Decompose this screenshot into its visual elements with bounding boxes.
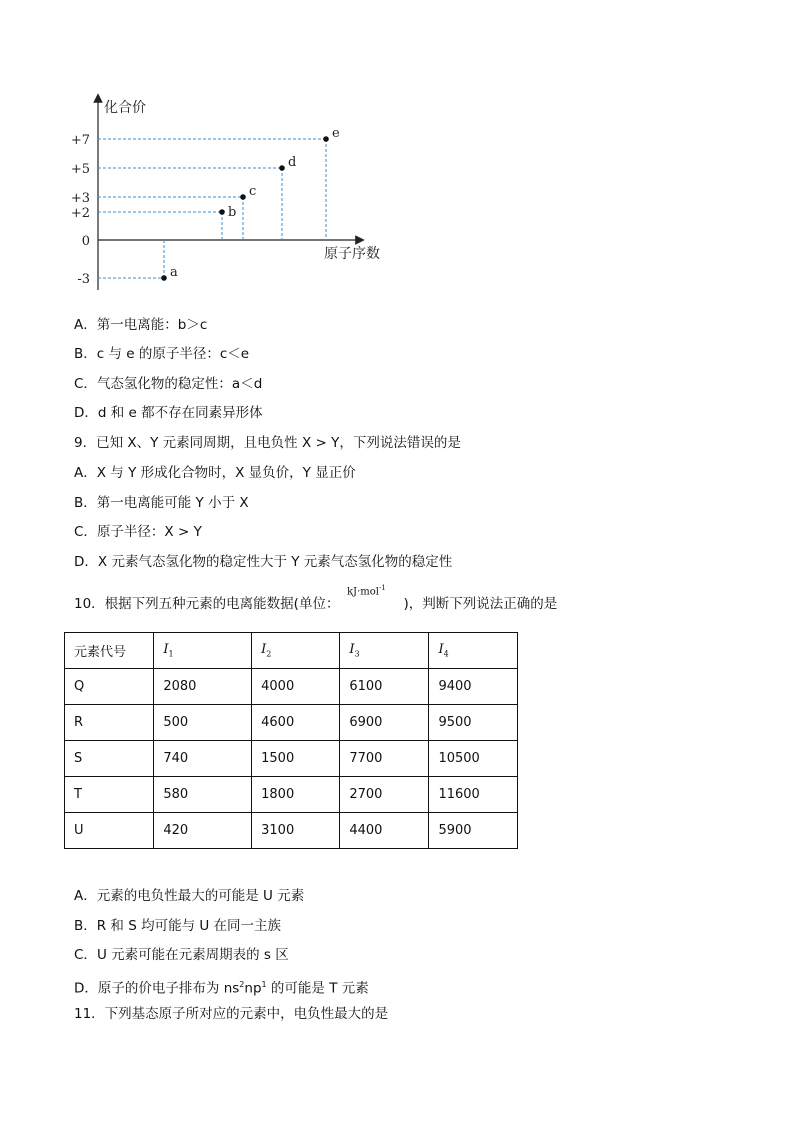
data-point-b xyxy=(219,209,225,215)
y-tick-label: 0 xyxy=(81,234,90,249)
q8-option-c[interactable]: C．气态氢化物的稳定性：a＜d xyxy=(74,376,263,392)
q9-option-b[interactable]: B．第一电离能可能 Y 小于 X xyxy=(74,495,249,511)
q8-option-a[interactable]: A．第一电离能：b＞c xyxy=(74,317,208,333)
table-cell: 3100 xyxy=(252,813,340,849)
point-label-e: e xyxy=(332,126,340,141)
table-cell: 500 xyxy=(154,705,252,741)
table-cell: T xyxy=(65,777,154,813)
q10-option-c[interactable]: C．U 元素可能在元素周期表的 s 区 xyxy=(74,947,289,963)
table-cell: 4600 xyxy=(252,705,340,741)
y-tick-label: +3 xyxy=(70,191,90,206)
table-header-cell: $I_3$ xyxy=(340,633,429,669)
q10-option-b[interactable]: B．R 和 S 均可能与 U 在同一主族 xyxy=(74,918,282,934)
point-label-a: a xyxy=(170,265,178,280)
table-header-cell: $I_1$ xyxy=(154,633,252,669)
q10-stem: 10．根据下列五种元素的电离能数据(单位： )，判断下列说法正确的是 xyxy=(74,596,558,612)
table-cell: 420 xyxy=(154,813,252,849)
y-tick-label: -3 xyxy=(77,272,90,287)
data-point-a xyxy=(161,275,167,281)
y-tick-label: +5 xyxy=(70,162,90,177)
y-axis-label: 化合价 xyxy=(104,100,146,116)
table-cell: 580 xyxy=(154,777,252,813)
table-cell: 1500 xyxy=(252,741,340,777)
table-cell: 2080 xyxy=(154,669,252,705)
point-label-c: c xyxy=(249,184,257,199)
q10-option-a[interactable]: A．元素的电负性最大的可能是 U 元素 xyxy=(74,888,305,904)
table-cell: 740 xyxy=(154,741,252,777)
data-point-c xyxy=(240,194,246,200)
table-row xyxy=(65,669,518,705)
q8-option-b[interactable]: B．c 与 e 的原子半径：c＜e xyxy=(74,346,250,362)
valence-chart xyxy=(60,90,400,300)
table-header-row xyxy=(65,633,518,669)
q8-option-d[interactable]: D．d 和 e 都不存在同素异形体 xyxy=(74,405,263,421)
table-cell: R xyxy=(65,705,154,741)
table-cell: Q xyxy=(65,669,154,705)
q9-option-a[interactable]: A．X 与 Y 形成化合物时，X 显负价，Y 显正价 xyxy=(74,465,356,481)
data-point-e xyxy=(323,136,329,142)
table-row xyxy=(65,813,518,849)
table-cell: 2700 xyxy=(340,777,429,813)
table-cell: 9500 xyxy=(429,705,518,741)
q10-option-d[interactable]: D．原子的价电子排布为 $ns^2np^1$ 的可能是 T 元素 xyxy=(74,980,369,997)
table-cell: U xyxy=(65,813,154,849)
table-cell: 5900 xyxy=(429,813,518,849)
point-label-b: b xyxy=(228,205,237,220)
table-row xyxy=(65,705,518,741)
table-header-cell: $I_2$ xyxy=(252,633,340,669)
table-row xyxy=(65,777,518,813)
table-header-cell: 元素代号 xyxy=(65,633,154,669)
x-axis-label: 原子序数 xyxy=(324,246,380,262)
data-point-d xyxy=(279,165,285,171)
table-header-cell: $I_4$ xyxy=(429,633,518,669)
table-row xyxy=(65,741,518,777)
q10-unit: kJ·mol$^{-1}$ xyxy=(347,584,386,598)
y-tick-label: +2 xyxy=(70,206,90,221)
q11-stem: 11．下列基态原子所对应的元素中，电负性最大的是 xyxy=(74,1006,389,1022)
table-cell: 10500 xyxy=(429,741,518,777)
table-cell: 7700 xyxy=(340,741,429,777)
point-label-d: d xyxy=(288,155,297,170)
table-cell: 11600 xyxy=(429,777,518,813)
table-cell: 4000 xyxy=(252,669,340,705)
q9-option-d[interactable]: D．X 元素气态氢化物的稳定性大于 Y 元素气态氢化物的稳定性 xyxy=(74,554,453,570)
table-cell: 4400 xyxy=(340,813,429,849)
q9-stem: 9．已知 X、Y 元素同周期，且电负性 X > Y，下列说法错误的是 xyxy=(74,435,461,451)
table-cell: 6100 xyxy=(340,669,429,705)
q9-option-c[interactable]: C．原子半径：X > Y xyxy=(74,524,202,540)
table-cell: S xyxy=(65,741,154,777)
table-cell: 1800 xyxy=(252,777,340,813)
ionization-energy-table xyxy=(64,632,518,849)
table-cell: 9400 xyxy=(429,669,518,705)
table-cell: 6900 xyxy=(340,705,429,741)
y-tick-label: +7 xyxy=(70,133,90,148)
